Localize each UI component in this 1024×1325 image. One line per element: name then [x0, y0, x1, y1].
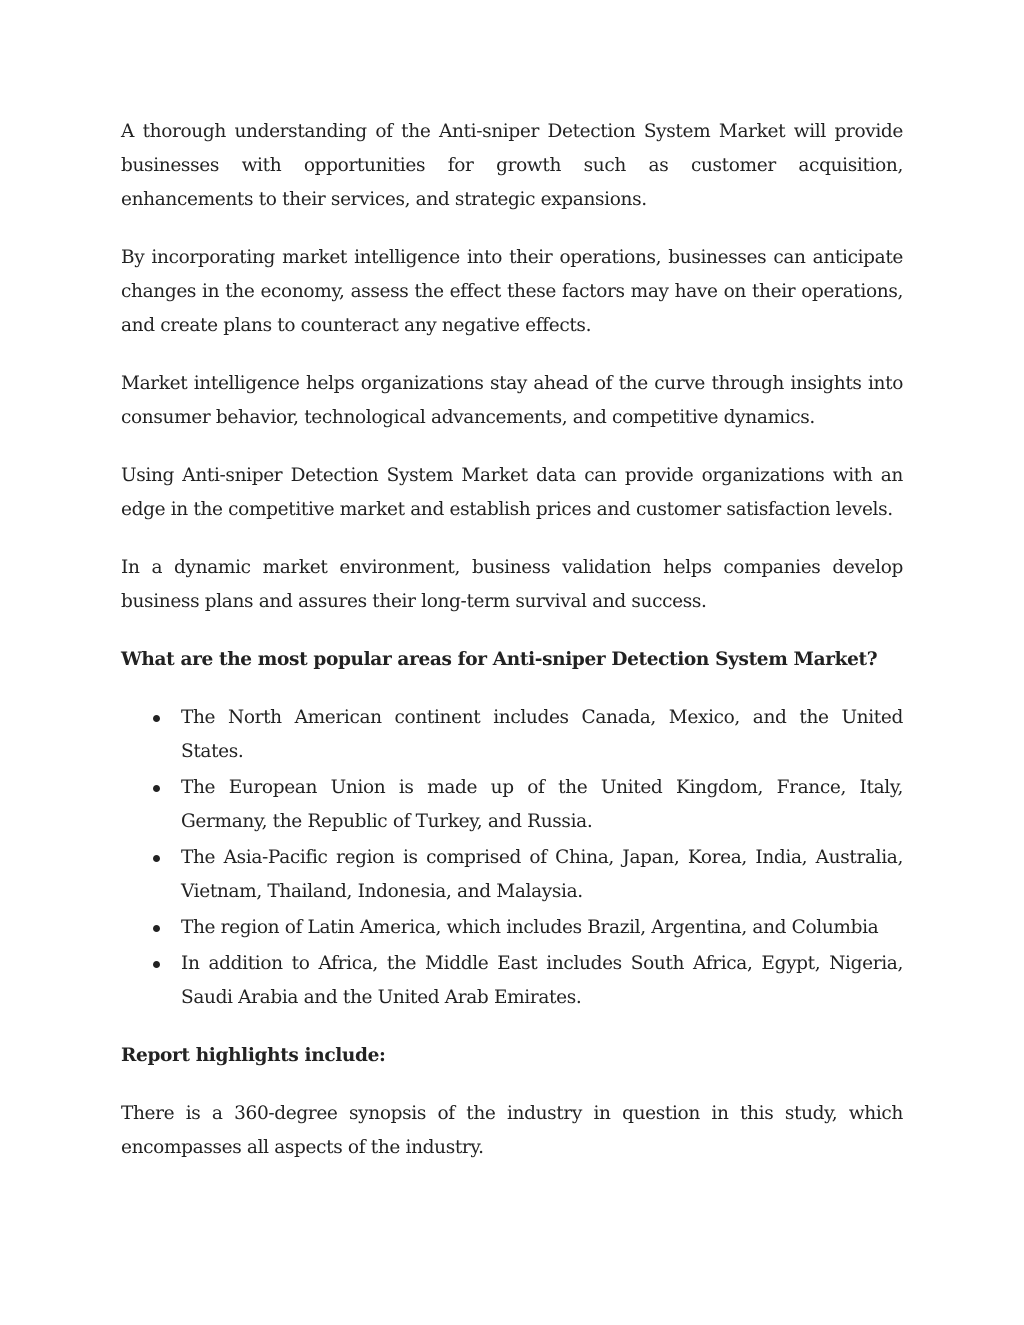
- paragraph-market-intelligence-insights: Market intelligence helps organizations stay ahead of the curve through insights into consumer behavior, technological advancements, and competitive dynamics.: [121, 373, 903, 428]
- highlights-heading: Report highlights include:: [121, 1045, 386, 1066]
- bullet-icon: [153, 925, 160, 932]
- list-item-asia-pacific: [121, 841, 903, 909]
- list-item-north-america: [121, 701, 903, 769]
- list-item-text: In addition to Africa, the Middle East includes South Africa, Egypt, Nigeria, Saudi Arabia and the United Arab Emirates.: [181, 953, 903, 1008]
- list-item-text: The North American continent includes Canada, Mexico, and the United States.: [181, 707, 903, 762]
- paragraph-market-intelligence-operations: By incorporating market intelligence into their operations, businesses can anticipate changes in the economy, assess the effect these factors may have on their operations, and create plans to counteract any negative effects.: [121, 247, 903, 336]
- list-item-latin-america: [121, 911, 903, 945]
- list-item-text: The Asia-Pacific region is comprised of China, Japan, Korea, India, Australia, Vietnam, Thailand, Indonesia, and Malaysia.: [181, 847, 903, 902]
- bullet-icon: [153, 961, 160, 968]
- list-item-text: The region of Latin America, which includes Brazil, Argentina, and Columbia: [181, 917, 879, 938]
- document-page: [121, 115, 903, 1189]
- paragraph-highlights: There is a 360-degree synopsis of the industry in question in this study, which encompasses all aspects of the industry.: [121, 1103, 903, 1158]
- list-item-text: The European Union is made up of the United Kingdom, France, Italy, Germany, the Republic of Turkey, and Russia.: [181, 777, 903, 832]
- list-item-europe: [121, 771, 903, 839]
- bullet-icon: [153, 715, 160, 722]
- regions-heading: What are the most popular areas for Anti-sniper Detection System Market?: [121, 649, 878, 670]
- bullet-icon: [153, 785, 160, 792]
- regions-list: [121, 701, 903, 1015]
- paragraph-market-understanding: A thorough understanding of the Anti-sniper Detection System Market will provide businesses with opportunities for growth such as customer acquisition, enhancements to their services, and strategic expansions.: [121, 121, 903, 210]
- paragraph-business-validation: In a dynamic market environment, business validation helps companies develop business plans and assures their long-term survival and success.: [121, 557, 903, 612]
- bullet-icon: [153, 855, 160, 862]
- paragraph-market-data-edge: Using Anti-sniper Detection System Market data can provide organizations with an edge in the competitive market and establish prices and customer satisfaction levels.: [121, 465, 903, 520]
- list-item-middle-east-africa: [121, 947, 903, 1015]
